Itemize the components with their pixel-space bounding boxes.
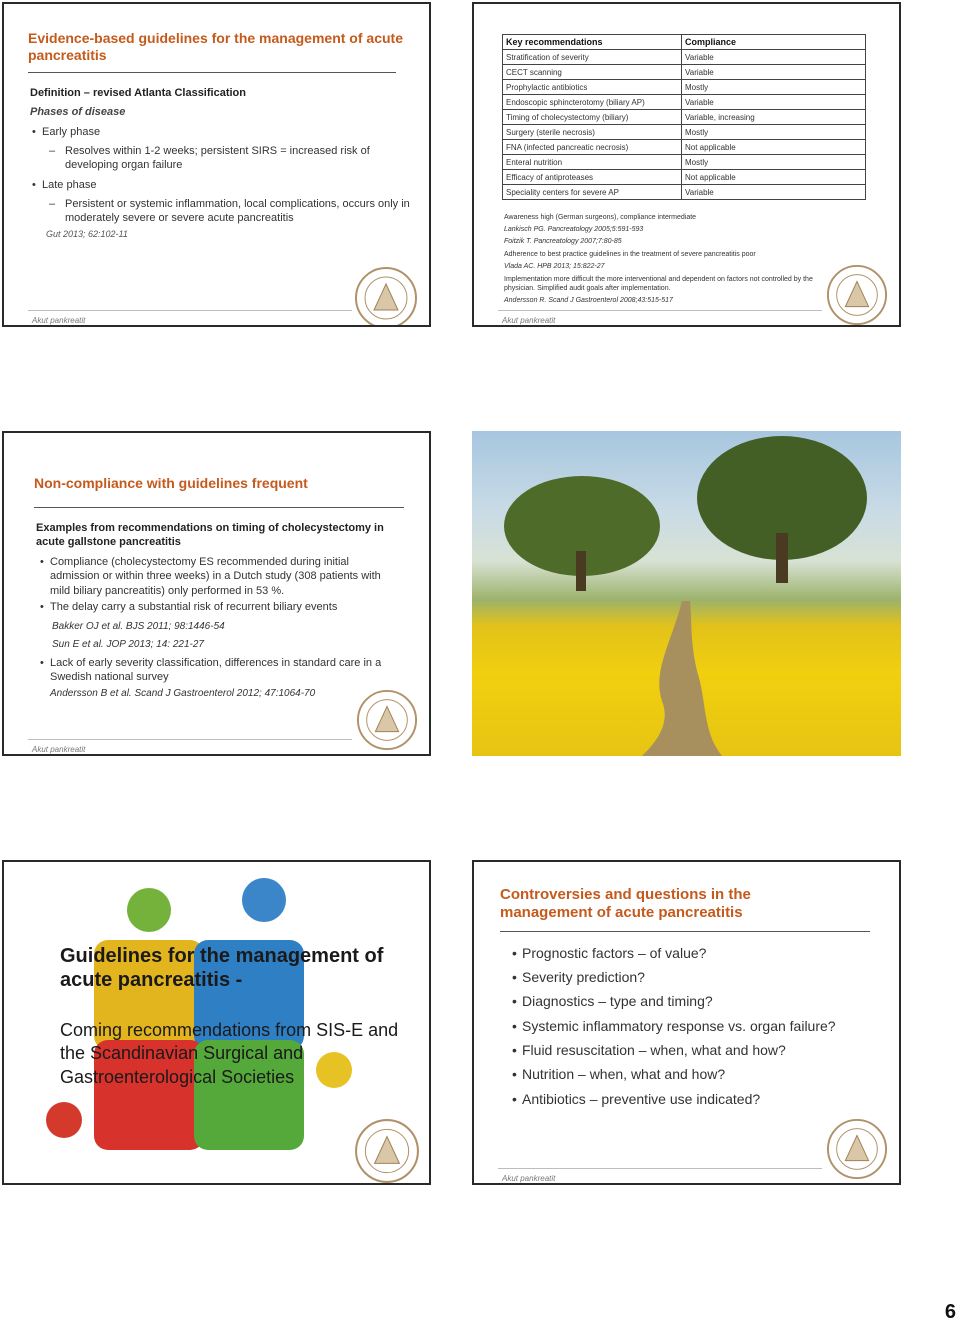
- question-item: • Severity prediction?: [522, 968, 645, 986]
- cell-comp: Mostly: [682, 155, 866, 170]
- cell-comp: Mostly: [682, 80, 866, 95]
- late-phase-bullet: • Late phase: [42, 178, 96, 192]
- reference-3: Vlada AC. HPB 2013; 15:822-27: [504, 263, 605, 270]
- reference-3: Andersson B et al. Scand J Gastroenterol 2012; 47:1064-70: [50, 688, 316, 699]
- phases-heading: Phases of disease: [30, 106, 126, 118]
- footer-text: Akut pankreatit: [32, 316, 86, 325]
- table-row: [503, 110, 866, 125]
- early-phase-detail: – Resolves within 1-2 weeks; persistent SIRS = increased risk of developing organ failure: [65, 144, 385, 173]
- dirt-road-icon: [612, 601, 772, 756]
- reference-1: Lankisch PG. Pancreatology 2005;5:591-593: [504, 226, 644, 233]
- cell-rec: Efficacy of antiproteases: [503, 170, 682, 185]
- footer-line: [28, 310, 352, 311]
- cell-comp: Variable, increasing: [682, 110, 866, 125]
- cell-rec: Surgery (sterile necrosis): [503, 125, 682, 140]
- slide-subtitle: Coming recommendations from SIS-E and the Scandinavian Surgical and Gastroenterological Societies: [60, 1020, 399, 1087]
- footer-text: Akut pankreatit: [502, 316, 556, 325]
- bullet-1: • Compliance (cholecystectomy ES recommended during initial admission or within three weeks) in a Dutch study (308 patients with mild biliary pancreatitis) only performed in 53 %.: [50, 555, 390, 598]
- tree-left-icon: [502, 471, 662, 591]
- title-underline: [500, 931, 870, 932]
- cell-rec: CECT scanning: [503, 65, 682, 80]
- question-item: • Systemic inflammatory response vs. organ failure?: [522, 1017, 836, 1035]
- table-header-row: [503, 35, 866, 50]
- slide-title: Evidence-based guidelines for the management of acute pancreatitis: [28, 30, 403, 63]
- table-row: [503, 155, 866, 170]
- cell-comp: Variable: [682, 50, 866, 65]
- cell-rec: FNA (infected pancreatic necrosis): [503, 140, 682, 155]
- footer-text: Akut pankreatit: [32, 745, 86, 754]
- table-row: [503, 65, 866, 80]
- reference-1: Bakker OJ et al. BJS 2011; 98:1446-54: [52, 621, 225, 632]
- slide-3: [2, 431, 431, 756]
- col-header-compliance: Compliance: [682, 35, 866, 50]
- university-seal-icon: [826, 264, 888, 326]
- page-number: 6: [944, 1301, 956, 1323]
- bullet-3: • Lack of early severity classification, differences in standard care in a Swedish national survey: [50, 656, 390, 685]
- question-item: • Nutrition – when, what and how?: [522, 1065, 725, 1083]
- col-header-recommendations: Key recommendations: [503, 35, 682, 50]
- cell-rec: Prophylactic antibiotics: [503, 80, 682, 95]
- title-underline: [34, 507, 404, 508]
- slide-title: Guidelines for the management of acute pancreatitis -: [60, 945, 384, 991]
- footer-line: [498, 310, 822, 311]
- reference-2: Sun E et al. JOP 2013; 14: 221-27: [52, 639, 204, 650]
- footer-text: Akut pankreatit: [502, 1174, 556, 1183]
- slide-5: [2, 860, 431, 1185]
- cell-rec: Stratification of severity: [503, 50, 682, 65]
- late-phase-detail: – Persistent or systemic inflammation, local complications, occurs only in moderately severe or severe acute pancreatitis: [65, 197, 410, 226]
- bullet-2: • The delay carry a substantial risk of recurrent biliary events: [50, 600, 390, 614]
- reference-4: Andersson R. Scand J Gastroenterol 2008;43:515-517: [504, 297, 673, 304]
- slide-title: Controversies and questions in the management of acute pancreatitis: [500, 886, 751, 921]
- reference-2: Foitzik T. Pancreatology 2007;7:80-85: [504, 238, 622, 245]
- table-row: [503, 50, 866, 65]
- tree-right-icon: [692, 433, 872, 583]
- note-3: Implementation more difficult the more interventional and dependent on factors not controlled by the physician. Simplified audit goals after implementation.: [504, 276, 813, 293]
- slide-1: [2, 2, 431, 327]
- table-row: [503, 185, 866, 200]
- table-row: [503, 140, 866, 155]
- cell-comp: Mostly: [682, 125, 866, 140]
- footer-line: [28, 739, 352, 740]
- university-seal-icon: [826, 1118, 888, 1180]
- table-row: [503, 95, 866, 110]
- definition-heading: Definition – revised Atlanta Classification: [30, 87, 246, 99]
- table-row: [503, 170, 866, 185]
- recommendations-table: [502, 34, 866, 200]
- question-item: • Prognostic factors – of value?: [522, 944, 706, 962]
- cell-comp: Not applicable: [682, 170, 866, 185]
- note-1: Awareness high (German surgeons), compliance intermediate: [504, 214, 697, 221]
- university-seal-icon: [354, 266, 418, 327]
- reference: Gut 2013; 62:102-11: [46, 229, 128, 239]
- cell-rec: Timing of cholecystectomy (biliary): [503, 110, 682, 125]
- cell-rec: Enteral nutrition: [503, 155, 682, 170]
- slide-6: [472, 860, 901, 1185]
- question-item: • Antibiotics – preventive use indicated?: [522, 1090, 760, 1108]
- table-row: [503, 125, 866, 140]
- university-seal-icon: [356, 689, 418, 751]
- cell-comp: Variable: [682, 185, 866, 200]
- cell-rec: Speciality centers for severe AP: [503, 185, 682, 200]
- footer-line: [498, 1168, 822, 1169]
- slide-2: [472, 2, 901, 327]
- cell-comp: Variable: [682, 65, 866, 80]
- cell-comp: Not applicable: [682, 140, 866, 155]
- early-phase-bullet: • Early phase: [42, 125, 100, 139]
- cell-comp: Variable: [682, 95, 866, 110]
- title-underline: [28, 72, 396, 73]
- question-item: • Diagnostics – type and timing?: [522, 992, 713, 1010]
- slide-4-photo: [472, 431, 901, 756]
- table-row: [503, 80, 866, 95]
- cell-rec: Endoscopic sphincterotomy (biliary AP): [503, 95, 682, 110]
- question-item: • Fluid resuscitation – when, what and how?: [522, 1041, 786, 1059]
- university-seal-icon: [354, 1118, 420, 1184]
- section-heading: Examples from recommendations on timing of cholecystectomy in acute gallstone pancreatitis: [36, 522, 384, 549]
- slide-title: Non-compliance with guidelines frequent: [34, 475, 308, 491]
- note-2: Adherence to best practice guidelines in the treatment of severe pancreatitis poor: [504, 251, 756, 258]
